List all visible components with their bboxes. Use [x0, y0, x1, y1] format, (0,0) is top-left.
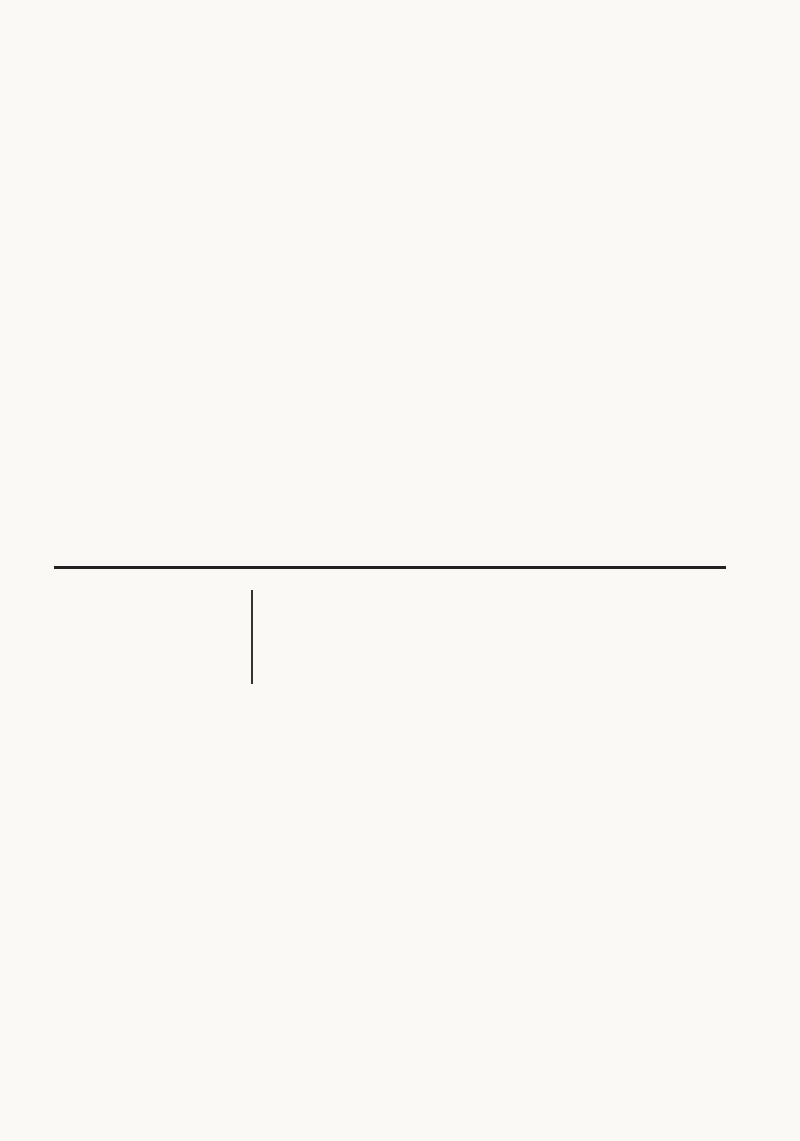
notes-divider-rule	[251, 590, 253, 684]
section-divider-rule	[54, 566, 726, 569]
